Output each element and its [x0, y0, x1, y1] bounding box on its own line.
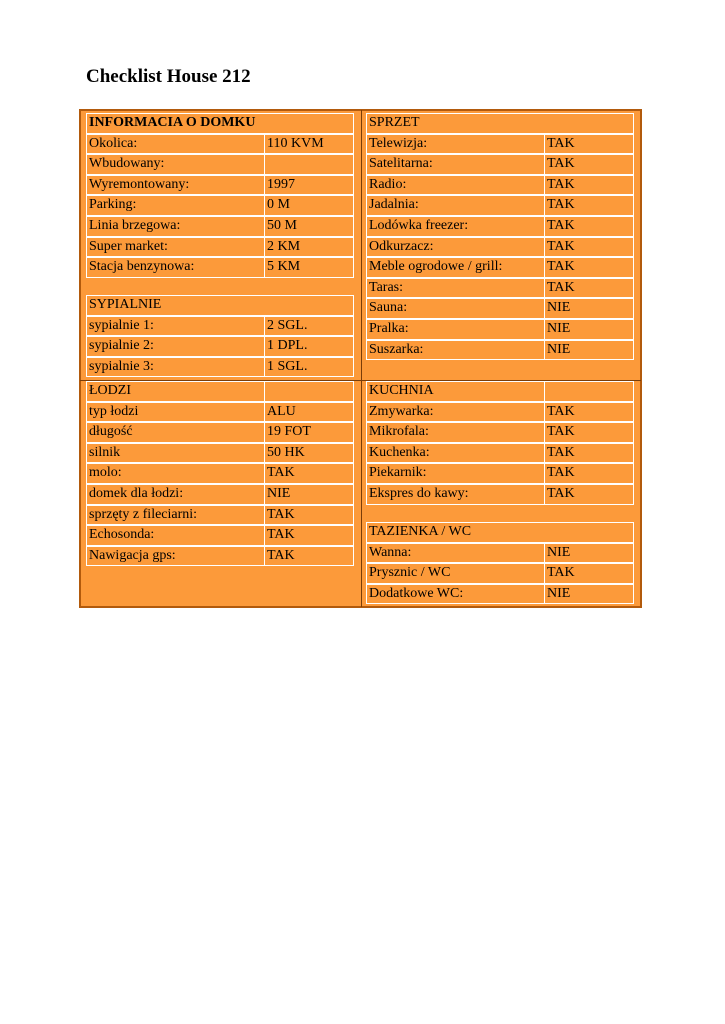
- table-row: [366, 216, 634, 237]
- row-label: sypialnie 3:: [86, 357, 265, 378]
- row-value: ALU: [264, 402, 354, 423]
- table-lodzi: [86, 381, 354, 566]
- row-value: 110 KVM: [264, 134, 354, 155]
- row-value: NIE: [544, 319, 634, 340]
- table-row: [366, 584, 634, 605]
- table-row: [366, 402, 634, 423]
- row-value: 5 KM: [264, 257, 354, 278]
- row-value: TAK: [544, 154, 634, 175]
- table-row: [86, 175, 354, 196]
- table-row: [366, 237, 634, 258]
- row-value: TAK: [544, 175, 634, 196]
- table-row: [86, 195, 354, 216]
- row-label: Telewizja:: [366, 134, 545, 155]
- row-label: Super market:: [86, 237, 265, 258]
- row-value: TAK: [264, 463, 354, 484]
- row-value: [264, 154, 354, 175]
- row-label: Odkurzacz:: [366, 237, 545, 258]
- row-value: 1 SGL.: [264, 357, 354, 378]
- row-label: molo:: [86, 463, 265, 484]
- row-label: Stacja benzynowa:: [86, 257, 265, 278]
- row-value: TAK: [544, 237, 634, 258]
- row-label: Wanna:: [366, 543, 545, 564]
- row-value: TAK: [544, 195, 634, 216]
- table-row: [86, 505, 354, 526]
- table-row: [86, 357, 354, 378]
- table-row: [86, 336, 354, 357]
- row-value: TAK: [544, 134, 634, 155]
- row-value: TAK: [544, 422, 634, 443]
- table-row: [366, 563, 634, 584]
- row-label: Prysznic / WC: [366, 563, 545, 584]
- table-row: [366, 298, 634, 319]
- table-row: [366, 319, 634, 340]
- row-label: domek dla łodzi:: [86, 484, 265, 505]
- row-value: 1 DPL.: [264, 336, 354, 357]
- row-value: TAK: [544, 484, 634, 505]
- row-value: 50 HK: [264, 443, 354, 464]
- table-row: [366, 278, 634, 299]
- row-label: sypialnie 1:: [86, 316, 265, 337]
- table-row: [86, 237, 354, 258]
- row-label: Parking:: [86, 195, 265, 216]
- table-row: [366, 134, 634, 155]
- row-label: Wyremontowany:: [86, 175, 265, 196]
- row-value: NIE: [544, 584, 634, 605]
- row-value: 2 KM: [264, 237, 354, 258]
- column-divider: [361, 110, 362, 607]
- table-row: [366, 543, 634, 564]
- table-header-row: [366, 381, 634, 402]
- row-value: 50 M: [264, 216, 354, 237]
- table-row: [366, 422, 634, 443]
- row-label: sypialnie 2:: [86, 336, 265, 357]
- row-value: NIE: [544, 543, 634, 564]
- row-label: Okolica:: [86, 134, 265, 155]
- row-value: NIE: [544, 340, 634, 361]
- row-value: NIE: [544, 298, 634, 319]
- row-label: Wbudowany:: [86, 154, 265, 175]
- table-header-row: [86, 381, 354, 402]
- row-label: Zmywarka:: [366, 402, 545, 423]
- table-row: [366, 463, 634, 484]
- table-tazienka: [366, 522, 634, 604]
- table-kuchnia: [366, 381, 634, 505]
- row-value: TAK: [544, 278, 634, 299]
- table-row: [86, 316, 354, 337]
- row-label: Ekspres do kawy:: [366, 484, 545, 505]
- table-row: [366, 257, 634, 278]
- row-label: Dodatkowe WC:: [366, 584, 545, 605]
- row-label: Satelitarna:: [366, 154, 545, 175]
- row-label: długość: [86, 422, 265, 443]
- table-row: [86, 443, 354, 464]
- table-row: [366, 195, 634, 216]
- table-header-row: [86, 295, 354, 316]
- table-row: [86, 257, 354, 278]
- row-label: Taras:: [366, 278, 545, 299]
- table-row: [86, 525, 354, 546]
- row-value: 19 FOT: [264, 422, 354, 443]
- section-header-lodzi: ŁODZI: [86, 381, 265, 402]
- table-informacia: [86, 113, 354, 278]
- row-label: sprzęty z fileciarni:: [86, 505, 265, 526]
- table-row: [366, 154, 634, 175]
- table-row: [86, 134, 354, 155]
- row-label: Mikrofala:: [366, 422, 545, 443]
- row-label: Suszarka:: [366, 340, 545, 361]
- table-row: [86, 463, 354, 484]
- row-value: TAK: [264, 546, 354, 567]
- row-label: Pralka:: [366, 319, 545, 340]
- section-header-sprzet: SPRZET: [366, 113, 634, 134]
- row-label: Lodówka freezer:: [366, 216, 545, 237]
- table-row: [366, 175, 634, 196]
- table-header-row: [366, 113, 634, 134]
- document-title: Checklist House 212: [86, 66, 251, 87]
- table-row: [366, 443, 634, 464]
- table-row: [86, 216, 354, 237]
- row-value: TAK: [544, 257, 634, 278]
- row-value: NIE: [264, 484, 354, 505]
- row-label: silnik: [86, 443, 265, 464]
- section-header-sypialnie: SYPIALNIE: [86, 295, 354, 316]
- table-header-row: [366, 522, 634, 543]
- row-value: TAK: [544, 216, 634, 237]
- row-value: TAK: [544, 402, 634, 423]
- table-row: [366, 340, 634, 361]
- row-label: Linia brzegowa:: [86, 216, 265, 237]
- row-value: 1997: [264, 175, 354, 196]
- row-label: typ łodzi: [86, 402, 265, 423]
- section-header-informacia: INFORMACIA O DOMKU: [86, 113, 354, 134]
- table-sprzet: [366, 113, 634, 360]
- row-label: Echosonda:: [86, 525, 265, 546]
- row-value: 0 M: [264, 195, 354, 216]
- row-value: TAK: [544, 443, 634, 464]
- row-label: Kuchenka:: [366, 443, 545, 464]
- row-value: 2 SGL.: [264, 316, 354, 337]
- table-row: [86, 402, 354, 423]
- table-row: [86, 546, 354, 567]
- row-label: Jadalnia:: [366, 195, 545, 216]
- section-header-kuchnia: KUCHNIA: [366, 381, 545, 402]
- header-empty-cell: [544, 381, 634, 402]
- row-value: TAK: [544, 563, 634, 584]
- header-empty-cell: [264, 381, 354, 402]
- row-value: TAK: [544, 463, 634, 484]
- table-row: [366, 484, 634, 505]
- row-label: Nawigacja gps:: [86, 546, 265, 567]
- section-header-tazienka: TAZIENKA / WC: [366, 522, 634, 543]
- row-label: Piekarnik:: [366, 463, 545, 484]
- row-value: TAK: [264, 505, 354, 526]
- table-row: [86, 422, 354, 443]
- table-row: [86, 154, 354, 175]
- row-label: Radio:: [366, 175, 545, 196]
- row-label: Sauna:: [366, 298, 545, 319]
- row-label: Meble ogrodowe / grill:: [366, 257, 545, 278]
- table-row: [86, 484, 354, 505]
- table-sypialnie: [86, 295, 354, 377]
- table-header-row: [86, 113, 354, 134]
- row-value: TAK: [264, 525, 354, 546]
